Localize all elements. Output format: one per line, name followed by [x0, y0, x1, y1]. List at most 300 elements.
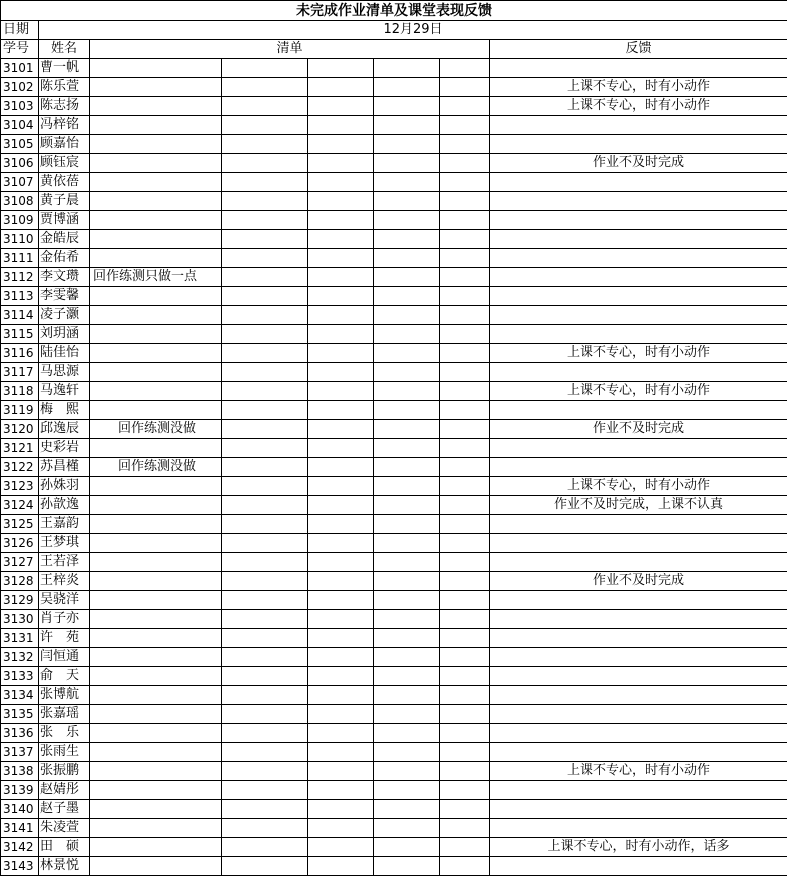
list-note: 回作练测只做一点	[90, 268, 222, 287]
student-id: 3111	[1, 249, 39, 268]
list-cell	[308, 724, 374, 743]
table-row	[1, 610, 787, 629]
table-row	[1, 173, 787, 192]
list-cell	[90, 306, 222, 325]
list-cell	[90, 344, 222, 363]
table-row	[1, 287, 787, 306]
table-row	[1, 629, 787, 648]
list-cell	[222, 781, 308, 800]
list-cell	[308, 97, 374, 116]
list-cell	[440, 515, 490, 534]
list-cell	[222, 686, 308, 705]
list-cell	[374, 306, 440, 325]
list-cell	[308, 838, 374, 857]
list-cell	[90, 648, 222, 667]
list-cell	[374, 857, 440, 876]
list-cell	[90, 838, 222, 857]
list-cell	[440, 78, 490, 97]
student-id: 3101	[1, 59, 39, 78]
student-name: 顾钰宸	[39, 154, 90, 173]
table-row	[1, 135, 787, 154]
list-cell	[308, 78, 374, 97]
table-row	[1, 762, 787, 781]
list-cell	[90, 249, 222, 268]
list-cell	[222, 496, 308, 515]
student-name: 林景悦	[39, 857, 90, 876]
list-cell	[308, 173, 374, 192]
list-cell	[440, 97, 490, 116]
list-cell	[374, 268, 440, 287]
student-name: 朱凌萱	[39, 819, 90, 838]
list-cell	[440, 667, 490, 686]
list-cell	[374, 572, 440, 591]
list-cell	[222, 382, 308, 401]
list-cell	[440, 59, 490, 78]
table-row	[1, 458, 787, 477]
list-cell	[440, 268, 490, 287]
list-cell	[90, 724, 222, 743]
list-cell	[374, 211, 440, 230]
list-cell	[374, 154, 440, 173]
student-id: 3106	[1, 154, 39, 173]
feedback-cell: 上课不专心，时有小动作，话多	[490, 838, 787, 857]
list-cell	[374, 477, 440, 496]
list-cell	[308, 800, 374, 819]
list-cell	[90, 192, 222, 211]
table-row	[1, 648, 787, 667]
list-cell	[308, 458, 374, 477]
list-cell	[440, 306, 490, 325]
list-note: 回作练测没做	[90, 420, 222, 439]
feedback-cell	[490, 724, 787, 743]
student-id: 3143	[1, 857, 39, 876]
list-cell	[374, 629, 440, 648]
student-name: 俞 天	[39, 667, 90, 686]
list-cell	[308, 306, 374, 325]
student-id: 3139	[1, 781, 39, 800]
student-name: 李雯馨	[39, 287, 90, 306]
list-cell	[90, 781, 222, 800]
student-name: 赵子墨	[39, 800, 90, 819]
list-cell	[222, 800, 308, 819]
list-cell	[90, 743, 222, 762]
student-name: 吴骁洋	[39, 591, 90, 610]
list-cell	[222, 173, 308, 192]
feedback-cell	[490, 59, 787, 78]
list-cell	[308, 59, 374, 78]
student-id: 3117	[1, 363, 39, 382]
list-cell	[308, 344, 374, 363]
student-id: 3114	[1, 306, 39, 325]
feedback-cell	[490, 325, 787, 344]
list-cell	[374, 97, 440, 116]
list-cell	[222, 553, 308, 572]
list-cell	[374, 382, 440, 401]
list-cell	[440, 230, 490, 249]
student-id: 3128	[1, 572, 39, 591]
table-row	[1, 401, 787, 420]
list-cell	[440, 705, 490, 724]
feedback-cell	[490, 800, 787, 819]
table-row	[1, 59, 787, 78]
list-cell	[440, 116, 490, 135]
list-cell	[90, 363, 222, 382]
student-id: 3127	[1, 553, 39, 572]
date-label: 日期	[1, 21, 39, 40]
table-row	[1, 306, 787, 325]
feedback-cell	[490, 686, 787, 705]
list-cell	[222, 819, 308, 838]
list-cell	[308, 287, 374, 306]
student-name: 王嘉韵	[39, 515, 90, 534]
student-id: 3138	[1, 762, 39, 781]
list-cell	[374, 192, 440, 211]
list-cell	[374, 800, 440, 819]
table-row	[1, 325, 787, 344]
list-cell	[90, 705, 222, 724]
list-cell	[440, 173, 490, 192]
student-id: 3115	[1, 325, 39, 344]
list-cell	[374, 135, 440, 154]
list-cell	[374, 553, 440, 572]
student-name: 冯梓铭	[39, 116, 90, 135]
feedback-cell	[490, 819, 787, 838]
list-cell	[222, 344, 308, 363]
student-name: 赵婧彤	[39, 781, 90, 800]
list-cell	[374, 762, 440, 781]
feedback-cell	[490, 591, 787, 610]
table-row	[1, 363, 787, 382]
student-id: 3129	[1, 591, 39, 610]
list-cell	[440, 211, 490, 230]
feedback-cell: 上课不专心，时有小动作	[490, 762, 787, 781]
student-name: 孙姝羽	[39, 477, 90, 496]
list-cell	[374, 648, 440, 667]
list-cell	[374, 515, 440, 534]
list-cell	[440, 420, 490, 439]
list-cell	[222, 154, 308, 173]
list-cell	[440, 344, 490, 363]
list-cell	[90, 667, 222, 686]
list-cell	[308, 439, 374, 458]
feedback-cell: 作业不及时完成	[490, 572, 787, 591]
feedback-cell	[490, 515, 787, 534]
table-row	[1, 78, 787, 97]
list-cell	[308, 211, 374, 230]
list-cell	[308, 420, 374, 439]
list-cell	[222, 97, 308, 116]
feedback-cell	[490, 629, 787, 648]
list-cell	[440, 857, 490, 876]
student-id: 3140	[1, 800, 39, 819]
list-cell	[440, 325, 490, 344]
student-id: 3118	[1, 382, 39, 401]
table-row	[1, 477, 787, 496]
student-name: 许 苑	[39, 629, 90, 648]
student-name: 张振鹏	[39, 762, 90, 781]
student-name: 王梦琪	[39, 534, 90, 553]
list-cell	[90, 135, 222, 154]
list-cell	[222, 477, 308, 496]
table-row	[1, 534, 787, 553]
list-cell	[222, 572, 308, 591]
feedback-cell	[490, 287, 787, 306]
list-cell	[222, 648, 308, 667]
table-row	[1, 819, 787, 838]
header-list: 清单	[90, 40, 490, 59]
feedback-cell	[490, 211, 787, 230]
feedback-cell	[490, 458, 787, 477]
list-cell	[222, 230, 308, 249]
student-name: 张嘉瑶	[39, 705, 90, 724]
list-cell	[440, 363, 490, 382]
feedback-cell: 上课不专心，时有小动作	[490, 344, 787, 363]
list-cell	[440, 382, 490, 401]
list-cell	[308, 743, 374, 762]
list-cell	[222, 667, 308, 686]
student-id: 3134	[1, 686, 39, 705]
student-id: 3131	[1, 629, 39, 648]
list-cell	[440, 154, 490, 173]
student-id: 3122	[1, 458, 39, 477]
list-cell	[308, 534, 374, 553]
list-cell	[222, 211, 308, 230]
list-cell	[374, 686, 440, 705]
student-name: 张 乐	[39, 724, 90, 743]
list-cell	[374, 230, 440, 249]
student-name: 肖子亦	[39, 610, 90, 629]
list-cell	[374, 819, 440, 838]
table-row	[1, 743, 787, 762]
list-cell	[222, 287, 308, 306]
list-cell	[440, 781, 490, 800]
table-row	[1, 268, 787, 287]
list-cell	[374, 287, 440, 306]
student-id: 3105	[1, 135, 39, 154]
table-row	[1, 553, 787, 572]
table-row	[1, 591, 787, 610]
table-row	[1, 857, 787, 876]
list-cell	[308, 705, 374, 724]
list-cell	[440, 249, 490, 268]
student-name: 凌子灏	[39, 306, 90, 325]
list-cell	[374, 705, 440, 724]
list-cell	[90, 78, 222, 97]
list-cell	[374, 724, 440, 743]
student-id: 3135	[1, 705, 39, 724]
list-cell	[308, 629, 374, 648]
list-cell	[440, 819, 490, 838]
list-cell	[308, 496, 374, 515]
table-row	[1, 800, 787, 819]
feedback-cell	[490, 743, 787, 762]
list-cell	[440, 287, 490, 306]
table-row	[1, 154, 787, 173]
list-cell	[374, 667, 440, 686]
student-name: 苏昌槿	[39, 458, 90, 477]
list-cell	[308, 686, 374, 705]
list-cell	[90, 477, 222, 496]
student-id: 3112	[1, 268, 39, 287]
list-cell	[90, 686, 222, 705]
list-cell	[222, 743, 308, 762]
feedback-cell	[490, 401, 787, 420]
list-cell	[308, 648, 374, 667]
title-row	[1, 1, 787, 21]
student-name: 陆佳怡	[39, 344, 90, 363]
table-row	[1, 382, 787, 401]
list-cell	[440, 553, 490, 572]
feedback-cell	[490, 230, 787, 249]
student-name: 顾嘉怡	[39, 135, 90, 154]
table-row	[1, 439, 787, 458]
list-cell	[90, 553, 222, 572]
list-cell	[308, 572, 374, 591]
list-cell	[374, 534, 440, 553]
list-cell	[440, 743, 490, 762]
student-id: 3109	[1, 211, 39, 230]
list-cell	[222, 306, 308, 325]
list-cell	[90, 534, 222, 553]
list-cell	[90, 382, 222, 401]
list-cell	[308, 667, 374, 686]
header-id: 学号	[1, 40, 39, 59]
student-id: 3113	[1, 287, 39, 306]
feedback-cell	[490, 781, 787, 800]
list-cell	[308, 249, 374, 268]
list-cell	[440, 439, 490, 458]
list-cell	[308, 515, 374, 534]
student-id: 3137	[1, 743, 39, 762]
feedback-cell: 作业不及时完成，上课不认真	[490, 496, 787, 515]
table-row	[1, 249, 787, 268]
list-cell	[308, 116, 374, 135]
list-cell	[440, 629, 490, 648]
student-id: 3141	[1, 819, 39, 838]
list-cell	[90, 97, 222, 116]
list-cell	[222, 629, 308, 648]
table-row	[1, 572, 787, 591]
list-cell	[308, 857, 374, 876]
feedback-cell	[490, 439, 787, 458]
list-cell	[90, 230, 222, 249]
student-id: 3133	[1, 667, 39, 686]
list-cell	[308, 819, 374, 838]
student-name: 邱逸辰	[39, 420, 90, 439]
list-cell	[90, 610, 222, 629]
list-cell	[308, 325, 374, 344]
list-cell	[440, 762, 490, 781]
list-cell	[440, 686, 490, 705]
list-cell	[222, 116, 308, 135]
student-name: 刘玥涵	[39, 325, 90, 344]
feedback-cell	[490, 857, 787, 876]
student-id: 3104	[1, 116, 39, 135]
list-cell	[222, 458, 308, 477]
student-id: 3132	[1, 648, 39, 667]
student-id: 3108	[1, 192, 39, 211]
list-cell	[308, 230, 374, 249]
feedback-cell	[490, 249, 787, 268]
table-row	[1, 705, 787, 724]
list-note: 回作练测没做	[90, 458, 222, 477]
list-cell	[374, 344, 440, 363]
list-cell	[222, 610, 308, 629]
list-cell	[440, 192, 490, 211]
list-cell	[222, 857, 308, 876]
student-name: 黄子晨	[39, 192, 90, 211]
student-name: 梅 熙	[39, 401, 90, 420]
student-id: 3103	[1, 97, 39, 116]
table-row	[1, 192, 787, 211]
list-cell	[440, 724, 490, 743]
list-cell	[440, 477, 490, 496]
list-cell	[90, 496, 222, 515]
list-cell	[222, 591, 308, 610]
table-row	[1, 211, 787, 230]
list-cell	[90, 515, 222, 534]
list-cell	[222, 705, 308, 724]
list-cell	[374, 249, 440, 268]
list-cell	[90, 154, 222, 173]
list-cell	[374, 116, 440, 135]
feedback-cell	[490, 534, 787, 553]
student-id: 3142	[1, 838, 39, 857]
list-cell	[222, 363, 308, 382]
student-id: 3130	[1, 610, 39, 629]
student-id: 3107	[1, 173, 39, 192]
feedback-cell	[490, 553, 787, 572]
list-cell	[374, 363, 440, 382]
list-cell	[222, 135, 308, 154]
list-cell	[222, 325, 308, 344]
list-cell	[222, 249, 308, 268]
list-cell	[222, 439, 308, 458]
feedback-cell	[490, 135, 787, 154]
list-cell	[440, 610, 490, 629]
list-cell	[308, 610, 374, 629]
feedback-cell	[490, 192, 787, 211]
feedback-cell: 作业不及时完成	[490, 154, 787, 173]
list-cell	[90, 325, 222, 344]
date-value: 12月29日	[39, 21, 787, 40]
list-cell	[90, 800, 222, 819]
table-row	[1, 838, 787, 857]
table-row	[1, 496, 787, 515]
student-name: 黄依蓓	[39, 173, 90, 192]
list-cell	[374, 439, 440, 458]
sheet-title: 未完成作业清单及课堂表现反馈	[1, 1, 787, 21]
list-cell	[440, 401, 490, 420]
feedback-cell	[490, 363, 787, 382]
list-cell	[440, 838, 490, 857]
list-cell	[440, 800, 490, 819]
list-cell	[90, 857, 222, 876]
student-id: 3126	[1, 534, 39, 553]
list-cell	[222, 268, 308, 287]
list-cell	[440, 572, 490, 591]
list-cell	[308, 192, 374, 211]
date-row	[1, 21, 787, 40]
feedback-cell	[490, 705, 787, 724]
list-cell	[440, 534, 490, 553]
student-name: 张雨生	[39, 743, 90, 762]
list-cell	[222, 420, 308, 439]
feedback-cell	[490, 667, 787, 686]
feedback-cell: 上课不专心，时有小动作	[490, 382, 787, 401]
student-name: 孙歆逸	[39, 496, 90, 515]
student-name: 李文瓒	[39, 268, 90, 287]
